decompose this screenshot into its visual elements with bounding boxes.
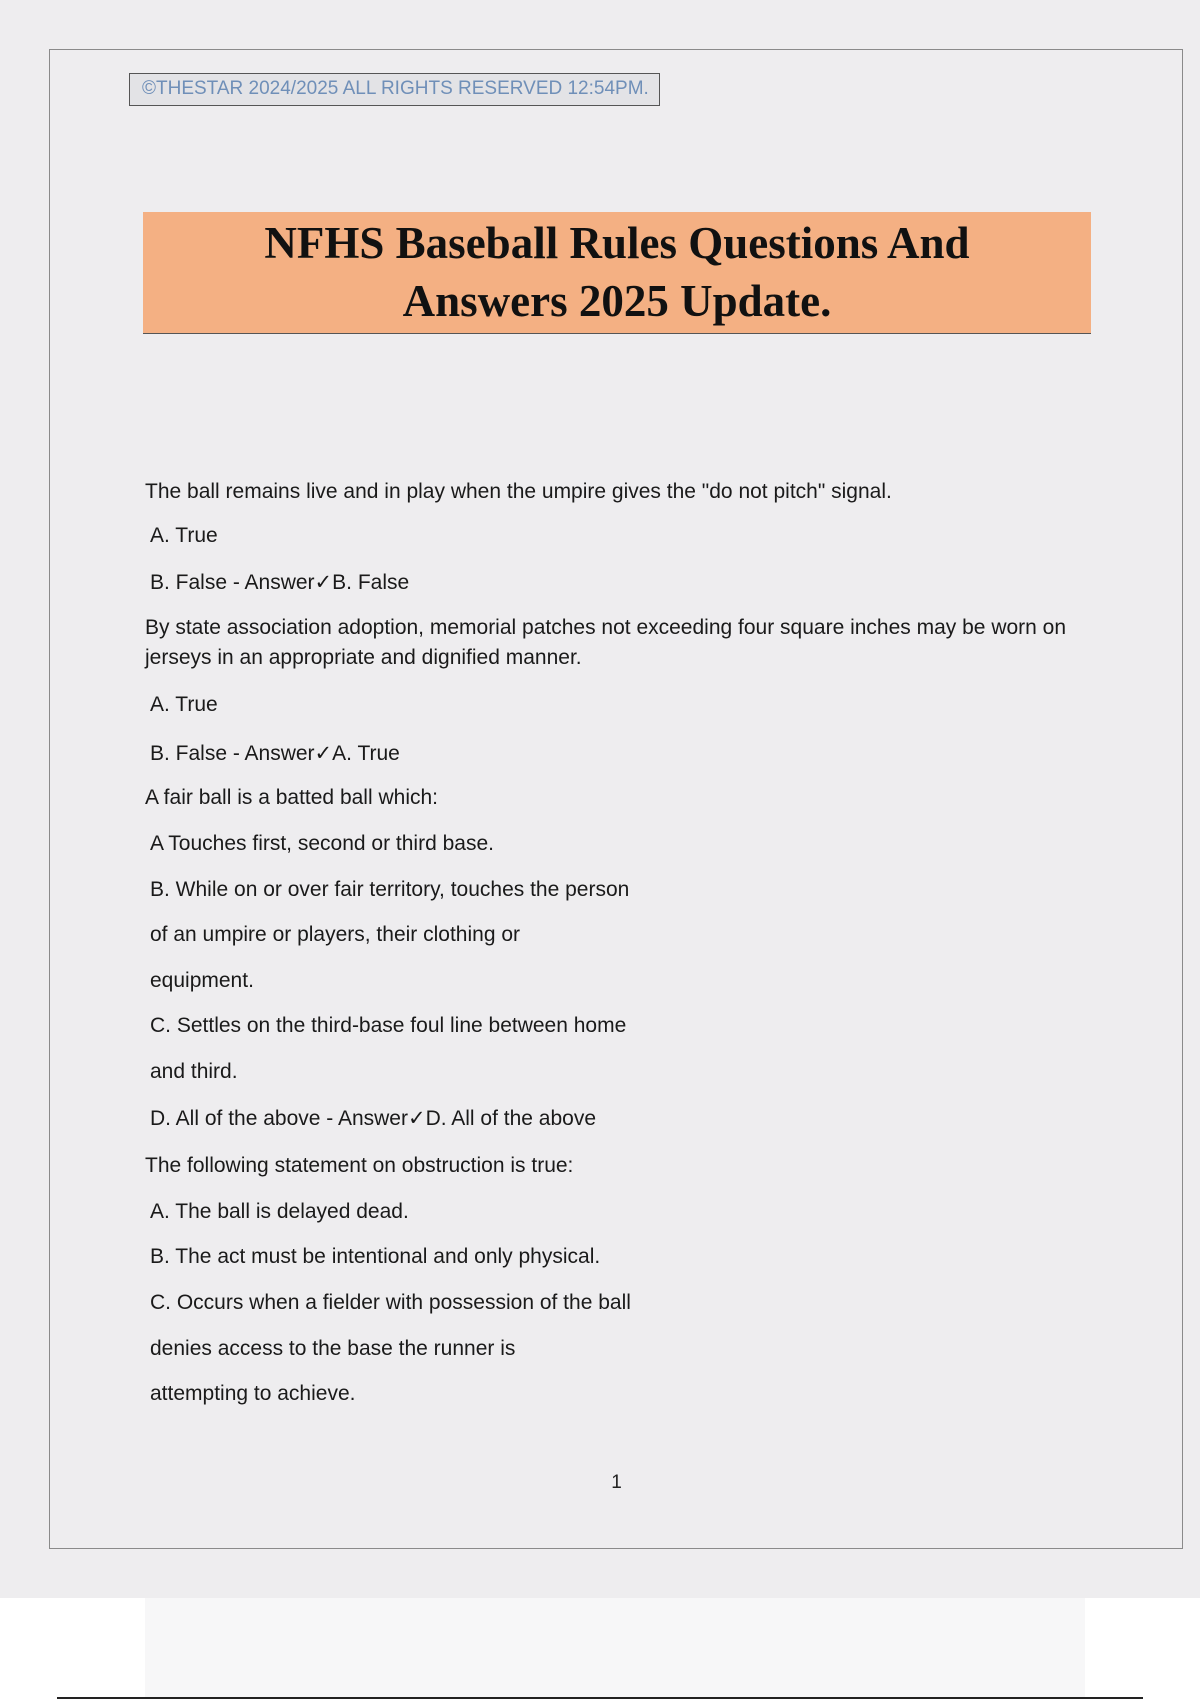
- question-2-answer: B. False - Answer✓A. True: [150, 742, 400, 765]
- question-3-option-b-cont: equipment.: [150, 969, 254, 992]
- question-4: The following statement on obstruction is true:: [145, 1154, 574, 1177]
- question-3-option-b-cont: of an umpire or players, their clothing or: [150, 923, 521, 946]
- page-title-line-1: NFHS Baseball Rules Questions And: [264, 218, 970, 268]
- page-number: 1: [611, 1472, 622, 1493]
- question-2: By state association adoption, memorial patches not exceeding four square inches may be worn on jerseys in an appropriate and dignified manner.: [145, 616, 1067, 669]
- question-3-option-c-cont: and third.: [150, 1060, 238, 1083]
- next-page-shade: [145, 1598, 1085, 1698]
- question-4-option-c-cont: denies access to the base the runner is: [150, 1337, 516, 1360]
- question-3: A fair ball is a batted ball which:: [145, 786, 438, 809]
- page-title-line-2: Answers 2025 Update.: [402, 276, 832, 326]
- title-box: [143, 212, 1091, 334]
- question-3-option-b: B. While on or over fair territory, touches the person: [150, 878, 630, 901]
- bottom-rule: [57, 1697, 1143, 1699]
- question-3-option-c: C. Settles on the third-base foul line between home: [150, 1014, 627, 1037]
- question-1-option-a: A. True: [150, 524, 218, 547]
- question-2-option-a: A. True: [150, 693, 218, 716]
- question-4-option-a: A. The ball is delayed dead.: [150, 1200, 409, 1223]
- question-4-option-c: C. Occurs when a fielder with possession of the ball: [150, 1291, 631, 1314]
- question-1-answer: B. False - Answer✓B. False: [150, 571, 410, 594]
- question-1: The ball remains live and in play when the umpire gives the "do not pitch" signal.: [145, 480, 892, 503]
- question-4-option-c-cont: attempting to achieve.: [150, 1382, 356, 1405]
- copyright-banner: ©THESTAR 2024/2025 ALL RIGHTS RESERVED 12:54PM.: [129, 73, 660, 106]
- question-3-answer: D. All of the above - Answer✓D. All of the above: [150, 1107, 597, 1130]
- question-3-option-a: A Touches first, second or third base.: [150, 832, 494, 855]
- question-4-option-b: B. The act must be intentional and only physical.: [150, 1245, 601, 1268]
